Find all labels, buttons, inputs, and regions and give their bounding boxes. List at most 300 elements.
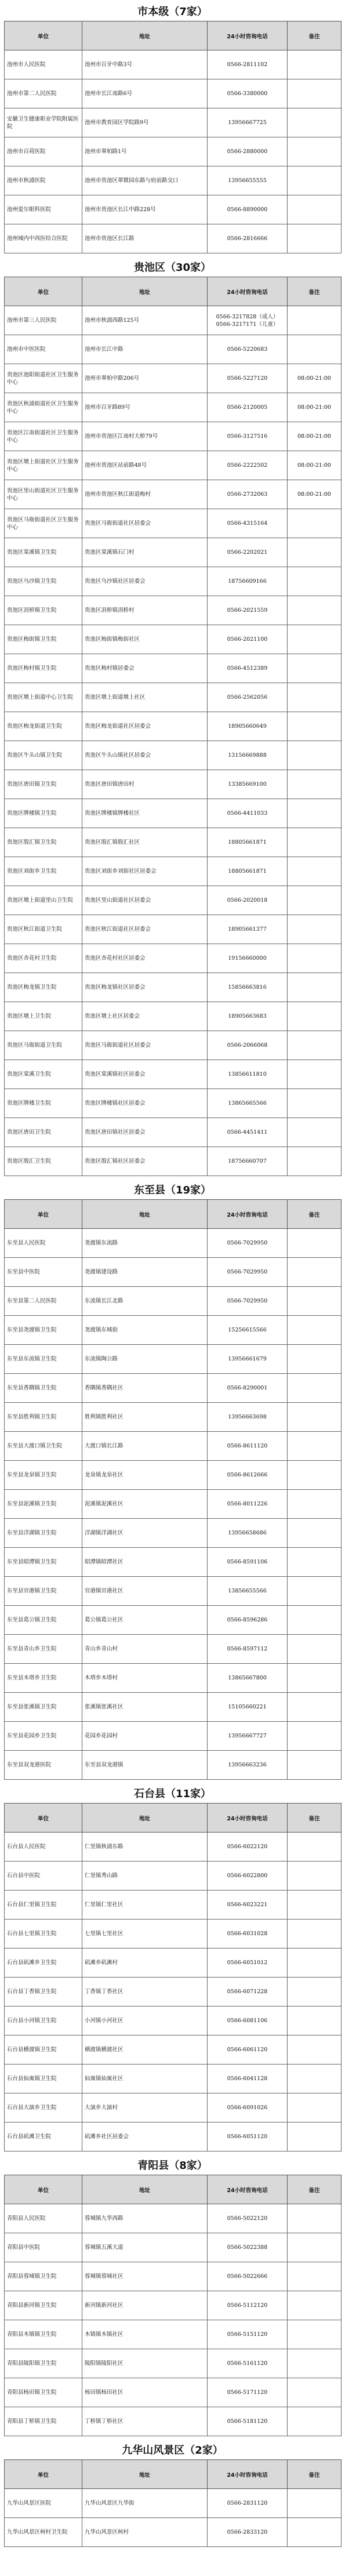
note-cell	[288, 108, 342, 137]
phone-cell: 13956663698	[208, 1403, 288, 1432]
header-address: 地址	[82, 1200, 208, 1229]
hospital-name-cell: 贵池区牛头山镇卫生院	[5, 741, 82, 770]
hospital-table	[4, 1803, 342, 2151]
note-cell	[288, 1258, 342, 1287]
note-cell	[288, 1548, 342, 1577]
hospital-name-cell: 东至县青山乡卫生院	[5, 1635, 82, 1664]
note-cell	[288, 944, 342, 973]
address-cell: 葛公镇葛公社区	[82, 1606, 208, 1635]
table-row	[5, 480, 342, 509]
table-row	[5, 1693, 342, 1722]
note-cell	[288, 886, 342, 915]
hospital-name-cell: 贵池区江南街道社区卫生服务中心	[5, 422, 82, 451]
hospital-name-cell: 东至县龙泉镇卫生院	[5, 1461, 82, 1490]
hospital-name-cell: 池州市第三人民医院	[5, 306, 82, 335]
note-cell	[288, 567, 342, 596]
table-row	[5, 2094, 342, 2123]
address-cell: 贵池区殷汇镇社区居委会	[82, 1147, 208, 1176]
hospital-name-cell: 青阳县木镇镇卫生院	[5, 2320, 82, 2349]
header-phone: 24小时咨询电话	[208, 2460, 288, 2489]
hospital-name-cell: 青阳县丁桥镇卫生院	[5, 2407, 82, 2436]
table-row	[5, 451, 342, 480]
hospital-name-cell: 石台县仁里镇卫生院	[5, 1891, 82, 1920]
address-cell: 昭潭镇昭潭社区	[82, 1548, 208, 1577]
phone-cell: 0566-5171120	[208, 2378, 288, 2407]
header-address: 地址	[82, 1804, 208, 1833]
phone-cell: 0566-8890000	[208, 195, 288, 224]
address-cell: 新河镇新河社区	[82, 2291, 208, 2320]
table-row	[5, 2349, 342, 2378]
phone-cell: 0566-6071228	[208, 1978, 288, 2007]
address-cell: 矶滩乡社区居委会	[82, 2123, 208, 2151]
note-cell	[288, 1490, 342, 1519]
phone-cell: 0566-3217828（成人）0566-3217171（儿童）	[208, 306, 288, 335]
phone-cell: 0566-3127516	[208, 422, 288, 451]
hospital-name-cell: 贵池区唐田卫生院	[5, 1118, 82, 1147]
address-cell: 贵池区刘街乡刘街社区居委会	[82, 857, 208, 886]
section-title: 石台县（11家）	[133, 1788, 212, 1800]
table-row	[5, 1031, 342, 1060]
address-cell: 贵池区牌楼镇社区居委会	[82, 1089, 208, 1118]
hospital-name-cell: 东至县泥溪镇卫生院	[5, 1490, 82, 1519]
table-row	[5, 1635, 342, 1664]
table-row	[5, 741, 342, 770]
address-cell: 大渡口镇长江路	[82, 1432, 208, 1461]
address-cell: 池州市长江南路6号	[82, 79, 208, 108]
hospital-name-cell: 青阳县陵阳镇卫生院	[5, 2349, 82, 2378]
address-cell: 官港镇官港社区	[82, 1577, 208, 1606]
section-title: 青阳县（8家）	[137, 2160, 208, 2172]
address-cell: 横渡镇横渡社区	[82, 2036, 208, 2065]
note-cell	[288, 770, 342, 799]
hospital-name-cell: 贵池区墩上街道中心卫生院	[5, 683, 82, 712]
section-gap	[4, 2151, 341, 2157]
note-cell	[288, 1118, 342, 1147]
hospital-name-cell: 东至县木塔乡卫生院	[5, 1664, 82, 1693]
header-phone: 24小时咨询电话	[208, 21, 288, 50]
address-cell: 池州市贵池区长江路	[82, 224, 208, 253]
note-cell	[288, 741, 342, 770]
table-row	[5, 857, 342, 886]
hospital-name-cell: 贵池区殷汇镇卫生院	[5, 828, 82, 857]
phone-cell: 13956658686	[208, 1519, 288, 1548]
phone-cell: 0566-8290001	[208, 1374, 288, 1403]
phone-cell: 0566-6091026	[208, 2094, 288, 2123]
hospital-name-cell: 贵池区墩上卫生院	[5, 1002, 82, 1031]
phone-cell: 18905663683	[208, 1002, 288, 1031]
header-unit: 单位	[5, 2460, 82, 2489]
note-cell	[288, 1089, 342, 1118]
hospital-name-cell: 贵池区牌楼镇卫生院	[5, 799, 82, 828]
table-row	[5, 422, 342, 451]
table-header-row	[5, 2175, 342, 2204]
address-cell: 木镇镇木镇社区	[82, 2320, 208, 2349]
phone-cell: 0566-2833120	[208, 2518, 288, 2547]
address-cell: 贵池区唐田镇唐田村	[82, 770, 208, 799]
note-cell	[288, 1862, 342, 1891]
table-row	[5, 1548, 342, 1577]
header-note: 备注	[288, 1804, 342, 1833]
address-cell: 贵池区秋江街道社区居委会	[82, 915, 208, 944]
address-cell: 蓉城镇蓉城社区	[82, 2262, 208, 2291]
address-cell: 贵池区棠溪镇石门村	[82, 538, 208, 567]
note-cell	[288, 915, 342, 944]
address-cell: 贵池区马衙街道社区居委会	[82, 509, 208, 538]
address-cell: 东流镇陶公路	[82, 1345, 208, 1374]
address-cell: 贵池区牌楼镇牌楼社区	[82, 799, 208, 828]
phone-cell: 0566-8591106	[208, 1548, 288, 1577]
hospital-table	[4, 21, 342, 253]
note-cell	[288, 857, 342, 886]
address-cell: 大演乡大演村	[82, 2094, 208, 2123]
hospital-name-cell: 贵池区秋江街道卫生院	[5, 915, 82, 944]
table-row	[5, 2407, 342, 2436]
hospital-name-cell: 石台县七里镇卫生院	[5, 1920, 82, 1949]
address-cell: 龙泉镇龙泉社区	[82, 1461, 208, 1490]
address-cell: 贵池区里山街道社区居委会	[82, 886, 208, 915]
hospital-name-cell: 贵池区墩上街道社区卫生服务中心	[5, 451, 82, 480]
phone-cell: 0566-2021100	[208, 625, 288, 654]
table-row	[5, 335, 342, 364]
hospital-table	[4, 277, 342, 1176]
hospital-name-cell: 贵池区涓桥镇卫生院	[5, 596, 82, 625]
note-cell	[288, 1374, 342, 1403]
phone-cell: 0566-2222502	[208, 451, 288, 480]
header-address: 地址	[82, 21, 208, 50]
hospital-name-cell: 石台县丁香镇卫生院	[5, 1978, 82, 2007]
note-cell	[288, 1287, 342, 1316]
address-cell: 池州市百牙路89号	[82, 393, 208, 422]
address-cell: 池州市长江中路	[82, 335, 208, 364]
hospital-name-cell: 池州市秋浦医院	[5, 166, 82, 195]
hospital-name-cell: 贵池区梅龙镇卫生院	[5, 973, 82, 1002]
phone-cell: 0566-8597112	[208, 1635, 288, 1664]
hospital-name-cell: 东至县第二人民医院	[5, 1287, 82, 1316]
address-cell: 贵池区杏花村社区居委会	[82, 944, 208, 973]
note-cell: 08:00-21:00	[288, 422, 342, 451]
note-cell	[288, 1891, 342, 1920]
table-row	[5, 886, 342, 915]
hospital-name-cell: 池州市人民医院	[5, 50, 82, 79]
table-row	[5, 1519, 342, 1548]
table-header-row	[5, 1200, 342, 1229]
table-row	[5, 2320, 342, 2349]
address-cell: 池州市贵池区秋江街道梅村	[82, 480, 208, 509]
phone-cell: 0566-5112120	[208, 2291, 288, 2320]
address-cell: 贵池区乌沙镇社区居委会	[82, 567, 208, 596]
phone-cell: 15256615566	[208, 1316, 288, 1345]
note-cell	[288, 1722, 342, 1751]
table-row	[5, 567, 342, 596]
note-cell	[288, 1606, 342, 1635]
hospital-name-cell: 贵池区棠溪镇卫生院	[5, 538, 82, 567]
hospital-name-cell: 贵池区殷汇卫生院	[5, 1147, 82, 1176]
note-cell	[288, 2378, 342, 2407]
note-cell	[288, 683, 342, 712]
note-cell	[288, 509, 342, 538]
table-row	[5, 2262, 342, 2291]
phone-cell: 0566-4315164	[208, 509, 288, 538]
header-phone: 24小时咨询电话	[208, 2175, 288, 2204]
note-cell	[288, 2094, 342, 2123]
phone-cell: 0566-5161120	[208, 2349, 288, 2378]
address-cell: 蓉城镇五溪大道	[82, 2233, 208, 2262]
phone-cell: 0566-5220683	[208, 335, 288, 364]
table-row	[5, 2036, 342, 2065]
hospital-name-cell: 东至县东流镇卫生院	[5, 1345, 82, 1374]
address-cell: 木塔乡木塔村	[82, 1664, 208, 1693]
note-cell	[288, 1920, 342, 1949]
note-cell	[288, 1432, 342, 1461]
address-cell: 池州市百牙中路3号	[82, 50, 208, 79]
table-row	[5, 915, 342, 944]
address-cell: 陵阳镇陵阳社区	[82, 2349, 208, 2378]
note-cell	[288, 1316, 342, 1345]
phone-cell: 0566-6041128	[208, 2065, 288, 2094]
phone-cell: 18756660707	[208, 1147, 288, 1176]
hospital-name-cell: 贵池区马衙街道卫生院	[5, 1031, 82, 1060]
address-cell: 丁香镇丁香社区	[82, 1978, 208, 2007]
hospital-name-cell: 贵池区梅村镇卫生院	[5, 654, 82, 683]
phone-cell: 0566-6051012	[208, 1949, 288, 1978]
section-title: 市本级（7家）	[137, 6, 208, 18]
note-cell	[288, 1519, 342, 1548]
note-cell	[288, 2036, 342, 2065]
note-cell	[288, 2407, 342, 2436]
address-cell: 贵池区墩上街道墩上社区	[82, 683, 208, 712]
hospital-name-cell: 池州爱尔眼科医院	[5, 195, 82, 224]
table-row	[5, 2123, 342, 2151]
note-cell	[288, 2518, 342, 2547]
hospital-name-cell: 贵池区里山街道社区卫生服务中心	[5, 480, 82, 509]
address-cell: 贵池区马衙街道社区居委会	[82, 1031, 208, 1060]
phone-cell: 0566-5022388	[208, 2233, 288, 2262]
note-cell	[288, 1002, 342, 1031]
phone-cell: 0566-2880000	[208, 137, 288, 166]
phone-cell: 0566-7029950	[208, 1287, 288, 1316]
table-row	[5, 1374, 342, 1403]
header-address: 地址	[82, 2175, 208, 2204]
section-title: 东至县（19家）	[133, 1184, 212, 1196]
address-cell: 仁里镇仁里社区	[82, 1891, 208, 1920]
hospital-name-cell: 东至县官港镇卫生院	[5, 1577, 82, 1606]
table-row	[5, 393, 342, 422]
address-cell: 尧渡镇东流路	[82, 1229, 208, 1258]
phone-cell: 0566-2120005	[208, 393, 288, 422]
note-cell	[288, 166, 342, 195]
phone-cell: 0566-2811102	[208, 50, 288, 79]
hospital-name-cell: 石台县人民医院	[5, 1833, 82, 1862]
hospital-name-cell: 贵池区梅龙街道卫生院	[5, 712, 82, 741]
hospital-table	[4, 1199, 342, 1780]
table-row	[5, 973, 342, 1002]
section-gap	[4, 1176, 341, 1182]
table-row	[5, 1287, 342, 1316]
hospital-name-cell: 东至县胜利镇卫生院	[5, 1403, 82, 1432]
hospital-name-cell: 青阳县杨田镇卫生院	[5, 2378, 82, 2407]
note-cell	[288, 538, 342, 567]
note-cell	[288, 195, 342, 224]
note-cell	[288, 50, 342, 79]
address-cell: 池州市教育园区学院路9号	[82, 108, 208, 137]
phone-cell: 0566-8611120	[208, 1432, 288, 1461]
table-row	[5, 364, 342, 393]
section-gap	[4, 253, 341, 259]
table-row	[5, 1833, 342, 1862]
table-row	[5, 1089, 342, 1118]
address-cell: 尧渡镇建设路	[82, 1258, 208, 1287]
phone-cell: 0566-5227120	[208, 364, 288, 393]
address-cell: 泥溪镇泥溪社区	[82, 1490, 208, 1519]
table-row	[5, 1577, 342, 1606]
note-cell	[288, 137, 342, 166]
phone-cell: 13856611810	[208, 1060, 288, 1089]
header-note: 备注	[288, 1200, 342, 1229]
table-row	[5, 1147, 342, 1176]
hospital-name-cell: 九华山风景区医院	[5, 2489, 82, 2518]
hospital-name-cell: 石台县仙寓镇卫生院	[5, 2065, 82, 2094]
address-cell: 仙寓镇仙寓社区	[82, 2065, 208, 2094]
table-row	[5, 166, 342, 195]
hospital-name-cell: 青阳县人民医院	[5, 2204, 82, 2233]
address-cell: 胜利镇胜利社区	[82, 1403, 208, 1432]
header-phone: 24小时咨询电话	[208, 1804, 288, 1833]
phone-cell: 0566-6051120	[208, 2123, 288, 2151]
address-cell: 池州市翠柏路1号	[82, 137, 208, 166]
address-cell: 贵池区唐田镇社区居委会	[82, 1118, 208, 1147]
address-cell: 贵池区梅街镇梅街社区	[82, 625, 208, 654]
note-cell	[288, 596, 342, 625]
hospital-name-cell: 石台县小河镇卫生院	[5, 2007, 82, 2036]
section-title: 九华山风景区（2家）	[122, 2444, 223, 2457]
address-cell: 贵池区梅龙镇社区居委会	[82, 973, 208, 1002]
note-cell	[288, 2291, 342, 2320]
hospital-name-cell: 东至县洋湖镇卫生院	[5, 1519, 82, 1548]
phone-cell: 0566-2020018	[208, 886, 288, 915]
table-row	[5, 1751, 342, 1780]
hospital-name-cell: 石台县大演乡卫生院	[5, 2094, 82, 2123]
section-gap	[4, 2436, 341, 2442]
phone-cell: 13156669888	[208, 741, 288, 770]
phone-cell: 13956667725	[208, 108, 288, 137]
hospital-name-cell: 贵池区牌楼卫生院	[5, 1089, 82, 1118]
header-unit: 单位	[5, 1804, 82, 1833]
table-row	[5, 1345, 342, 1374]
hospital-name-cell: 青阳县新河镇卫生院	[5, 2291, 82, 2320]
hospital-name-cell: 东至县大渡口镇卫生院	[5, 1432, 82, 1461]
hospital-name-cell: 安徽卫生健康职业学院附属医院	[5, 108, 82, 137]
note-cell	[288, 2233, 342, 2262]
phone-cell: 0566-2732063	[208, 480, 288, 509]
address-cell: 池州市贵池区江南村大桥79号	[82, 422, 208, 451]
note-cell	[288, 1147, 342, 1176]
table-row	[5, 1891, 342, 1920]
hospital-name-cell: 池州市第二人民医院	[5, 79, 82, 108]
phone-cell: 13956663236	[208, 1751, 288, 1780]
note-cell: 08:00-21:00	[288, 364, 342, 393]
table-row	[5, 538, 342, 567]
address-cell: 九华山风景区柯村	[82, 2518, 208, 2547]
table-row	[5, 1060, 342, 1089]
address-cell: 仁里镇秋浦东路	[82, 1833, 208, 1862]
address-cell: 池州市贵池区翠微园东路与府前路交口	[82, 166, 208, 195]
note-cell	[288, 2489, 342, 2518]
note-cell	[288, 2065, 342, 2094]
note-cell	[288, 2262, 342, 2291]
table-row	[5, 2518, 342, 2547]
table-row	[5, 2065, 342, 2094]
phone-cell: 0566-6031028	[208, 1920, 288, 1949]
address-cell: 贵池区墩上社区居委会	[82, 1002, 208, 1031]
table-row	[5, 50, 342, 79]
table-row	[5, 195, 342, 224]
table-row	[5, 828, 342, 857]
hospital-name-cell: 石台县矶滩卫生院	[5, 2123, 82, 2151]
phone-cell: 0566-2562056	[208, 683, 288, 712]
table-row	[5, 2291, 342, 2320]
address-cell: 东流镇长江北路	[82, 1287, 208, 1316]
phone-cell: 0566-8011226	[208, 1490, 288, 1519]
table-row	[5, 770, 342, 799]
table-row	[5, 1664, 342, 1693]
phone-cell: 0566-6022120	[208, 1833, 288, 1862]
address-cell: 花园乡花园村	[82, 1722, 208, 1751]
note-cell	[288, 1751, 342, 1780]
address-cell: 仁里镇秀山路	[82, 1862, 208, 1891]
note-cell	[288, 654, 342, 683]
phone-cell: 18905660649	[208, 712, 288, 741]
header-phone: 24小时咨询电话	[208, 1200, 288, 1229]
table-row	[5, 108, 342, 137]
table-row	[5, 1002, 342, 1031]
table-header-row	[5, 277, 342, 306]
note-cell	[288, 828, 342, 857]
hospital-name-cell: 池州城内中西医结合医院	[5, 224, 82, 253]
note-cell	[288, 1664, 342, 1693]
table-row	[5, 1118, 342, 1147]
section-title: 贵池区（30家）	[133, 262, 212, 274]
note-cell	[288, 2123, 342, 2151]
hospital-name-cell: 东至县昭潭镇卫生院	[5, 1548, 82, 1577]
note-cell	[288, 712, 342, 741]
note-cell	[288, 1978, 342, 2007]
hospital-name-cell: 池州市中医医院	[5, 335, 82, 364]
hospital-name-cell: 贵池区马衙街道社区卫生服务中心	[5, 509, 82, 538]
address-cell: 杨田镇杨田社区	[82, 2378, 208, 2407]
table-row	[5, 509, 342, 538]
table-header-row	[5, 2460, 342, 2489]
table-row	[5, 712, 342, 741]
address-cell: 贵池区梅龙街道社区居委会	[82, 712, 208, 741]
phone-cell: 13385669100	[208, 770, 288, 799]
header-address: 地址	[82, 277, 208, 306]
hospital-name-cell: 贵池区棠溪卫生院	[5, 1060, 82, 1089]
phone-cell: 15856663816	[208, 973, 288, 1002]
header-unit: 单位	[5, 277, 82, 306]
table-row	[5, 1258, 342, 1287]
phone-cell: 13956655555	[208, 166, 288, 195]
hospital-name-cell: 贵池区墩上街道里山卫生院	[5, 886, 82, 915]
note-cell	[288, 1693, 342, 1722]
phone-cell: 18805661871	[208, 828, 288, 857]
table-row	[5, 1490, 342, 1519]
note-cell	[288, 1345, 342, 1374]
note-cell	[288, 1229, 342, 1258]
phone-cell: 13865667800	[208, 1664, 288, 1693]
phone-cell: 0566-2066068	[208, 1031, 288, 1060]
address-cell: 贵池区梅村镇居委会	[82, 654, 208, 683]
table-row	[5, 1461, 342, 1490]
